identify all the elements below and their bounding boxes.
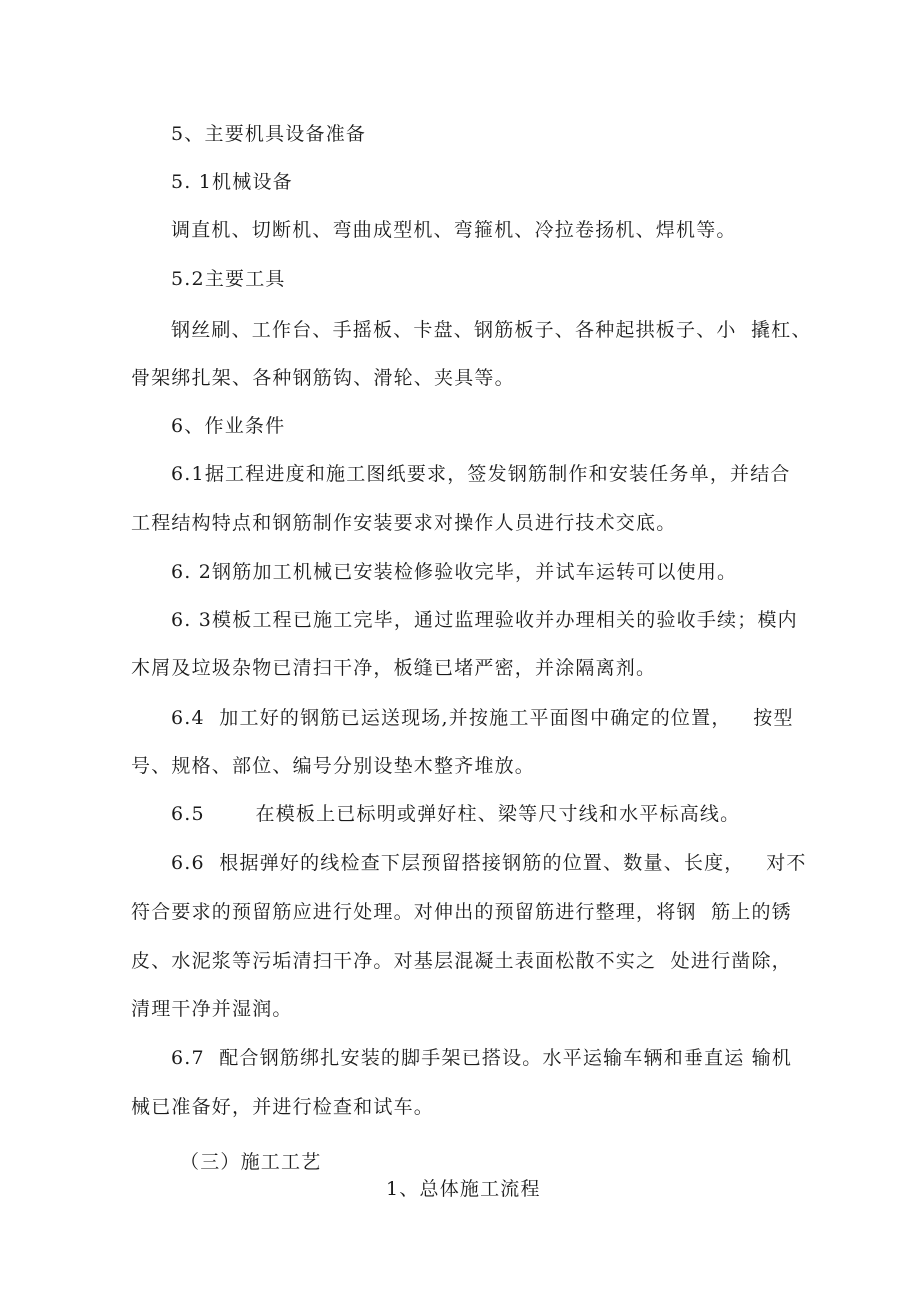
- part-3-1-heading: 1、总体施工流程: [386, 1178, 541, 1200]
- section-6-4-line-2: 号、规格、部位、编号分别设垫木整齐堆放。: [131, 755, 536, 777]
- section-6-1-line-2: 工程结构特点和钢筋制作安装要求对操作人员进行技术交底。: [131, 512, 677, 534]
- section-6-heading: 6、作业条件: [171, 415, 286, 437]
- section-5-1-heading: 5. 1机械设备: [171, 171, 293, 193]
- section-6-6-line-2: 符合要求的预留筋应进行处理。对伸出的预留筋进行整理，将钢 筋上的锈: [131, 901, 792, 923]
- section-6-4-line-1: 6.4 加工好的钢筋已运送现场,并按施工平面图中确定的位置， 按型: [171, 707, 794, 729]
- section-5-heading: 5、主要机具设备准备: [171, 123, 367, 145]
- part-3-heading: （三）施工工艺: [180, 1151, 322, 1173]
- section-5-2-heading: 5.2主要工具: [171, 268, 286, 290]
- section-6-7-line-1: 6.7 配合钢筋绑扎安装的脚手架已搭设。水平运输车辆和垂直运 输机: [171, 1047, 793, 1069]
- section-5-2-body-line-1: 钢丝刷、工作台、手摇板、卡盘、钢筋板子、各种起拱板子、小 撬杠、: [171, 319, 812, 341]
- section-5-1-body: 调直机、切断机、弯曲成型机、弯箍机、冷拉卷扬机、焊机等。: [171, 219, 737, 241]
- section-6-3-line-1: 6. 3模板工程已施工完毕，通过监理验收并办理相关的验收手续；模内: [171, 609, 798, 631]
- section-5-2-body-line-2: 骨架绑扎架、各种钢筋钩、滑轮、夹具等。: [131, 367, 515, 389]
- section-6-6-line-3: 皮、水泥浆等污垢清扫干净。对基层混凝土表面松散不实之 处进行凿除，: [131, 950, 792, 972]
- section-6-7-line-2: 械已准备好，并进行检查和试车。: [131, 1096, 435, 1118]
- section-6-6-line-1: 6.6 根据弹好的线检查下层预留搭接钢筋的位置、数量、长度， 对不: [171, 852, 807, 874]
- section-6-3-line-2: 木屑及垃圾杂物已清扫干净，板缝已堵严密，并涂隔离剂。: [131, 657, 657, 679]
- section-6-5: 6.5 在模板上已标明或弹好柱、梁等尺寸线和水平标高线。: [171, 803, 741, 825]
- section-6-1-line-1: 6.1据工程进度和施工图纸要求，签发钢筋制作和安装任务单，并结合: [171, 463, 791, 485]
- section-6-6-line-4: 清理干净并湿润。: [131, 998, 293, 1020]
- section-6-2: 6. 2钢筋加工机械已安装检修验收完毕，并试车运转可以使用。: [171, 561, 738, 583]
